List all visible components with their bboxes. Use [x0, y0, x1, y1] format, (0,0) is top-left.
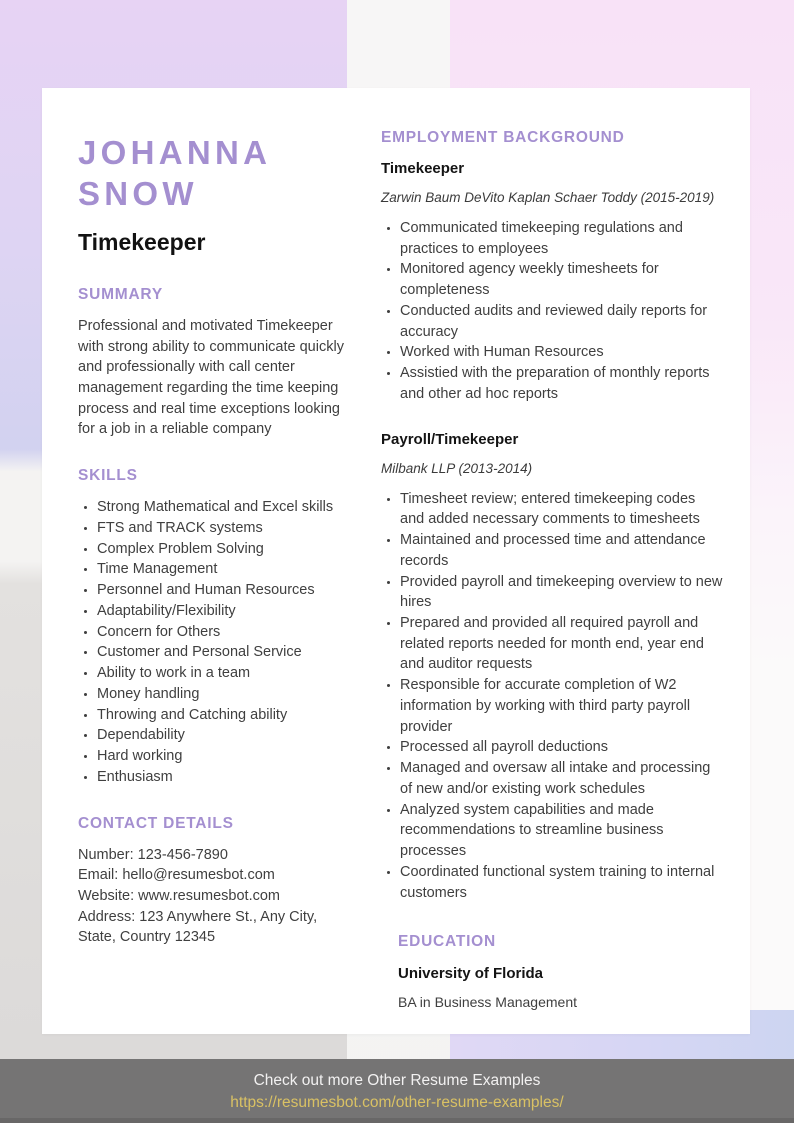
skills-heading: SKILLS	[78, 467, 138, 485]
education-heading: EDUCATION	[398, 933, 496, 951]
job-bullet: • Processed all payroll deductions	[400, 737, 723, 758]
job-bullet: • Coordinated functional system training to internal customers	[400, 862, 723, 903]
skill-item: • Concern for Others	[97, 622, 354, 643]
job-entry-title: Payroll/Timekeeper	[381, 430, 519, 448]
job-bullet-list	[381, 489, 723, 904]
skill-item: • Throwing and Catching ability	[97, 705, 354, 726]
job-bullet: • Maintained and processed time and attendance records	[400, 530, 723, 571]
summary-text: Professional and motivated Timekeeper with strong ability to communicate quickly and professionally with call center management regarding the time keeping process and real time exceptions looking for a job in a reliable company	[78, 317, 344, 438]
job-entry-title: Timekeeper	[381, 160, 465, 177]
summary-section	[78, 286, 354, 440]
footer-text: Check out more Other Resume Examples	[253, 1072, 541, 1089]
employment-section	[381, 129, 723, 903]
job-bullet: • Worked with Human Resources	[400, 342, 723, 363]
contact-section	[78, 815, 354, 949]
education-degree: BA in Business Management	[398, 994, 577, 1011]
job-bullet: • Communicated timekeeping regulations and practices to employees	[400, 218, 723, 259]
employment-heading: EMPLOYMENT BACKGROUND	[381, 129, 625, 146]
skill-item: • Complex Problem Solving	[97, 539, 354, 560]
skill-item: • Time Management	[97, 559, 354, 580]
skill-item: • Personnel and Human Resources	[97, 580, 354, 601]
job-bullet-list	[381, 218, 723, 405]
job-bullet: • Monitored agency weekly timesheets for completeness	[400, 259, 723, 300]
person-name: JOHANNA SNOW	[78, 134, 270, 212]
skill-item: • Customer and Personal Service	[97, 642, 354, 663]
left-column	[78, 133, 354, 948]
education-school: University of Florida	[398, 965, 544, 983]
job-bullet: • Analyzed system capabilities and made recommendations to streamline business processes	[400, 800, 723, 862]
contact-heading: CONTACT DETAILS	[78, 814, 234, 832]
skill-item: • FTS and TRACK systems	[97, 518, 354, 539]
person-job-title: Timekeeper	[78, 228, 206, 255]
job-bullet: • Conducted audits and reviewed daily reports for accuracy	[400, 301, 723, 342]
contact-email: Email: hello@resumesbot.com	[78, 867, 275, 884]
skills-section	[78, 467, 354, 787]
job-bullet: • Timesheet review; entered timekeeping codes and added necessary comments to timesheets	[400, 489, 723, 530]
skill-item: • Hard working	[97, 746, 354, 767]
footer-link[interactable]: https://resumesbot.com/other-resume-examples/	[230, 1094, 564, 1112]
contact-website: Website: www.resumesbot.com	[78, 887, 280, 904]
education-section	[398, 933, 723, 1010]
skill-item: • Dependability	[97, 725, 354, 746]
skill-item: • Ability to work in a team	[97, 663, 354, 684]
summary-heading: SUMMARY	[78, 285, 163, 303]
job-entry	[381, 431, 723, 904]
right-column	[381, 129, 723, 1010]
job-bullet: • Managed and oversaw all intake and processing of new and/or existing work schedules	[400, 758, 723, 799]
skill-item: • Enthusiasm	[97, 767, 354, 788]
job-bullet: • Responsible for accurate completion of W2 information by working with third party payroll provider	[400, 675, 723, 737]
job-bullet: • Provided payroll and timekeeping overview to new hires	[400, 572, 723, 613]
skill-item: • Adaptability/Flexibility	[97, 601, 354, 622]
footer-bar	[0, 1059, 794, 1123]
job-entry-company: Milbank LLP (2013-2014)	[381, 460, 533, 476]
job-entry-company: Zarwin Baum DeVito Kaplan Schaer Toddy (2015-2019)	[381, 190, 715, 205]
skill-item: • Strong Mathematical and Excel skills	[97, 497, 354, 518]
skill-item: • Money handling	[97, 684, 354, 705]
job-bullet: • Prepared and provided all required payroll and related reports needed for month end, year end and auditor requests	[400, 613, 723, 675]
job-entry	[381, 160, 723, 405]
skills-list	[78, 497, 354, 787]
resume-card	[42, 88, 750, 1034]
contact-number: Number: 123-456-7890	[78, 846, 228, 863]
job-bullet: • Assistied with the preparation of monthly reports and other ad hoc reports	[400, 363, 723, 404]
contact-address: Address: 123 Anywhere St., Any City, State, Country 12345	[78, 908, 318, 946]
